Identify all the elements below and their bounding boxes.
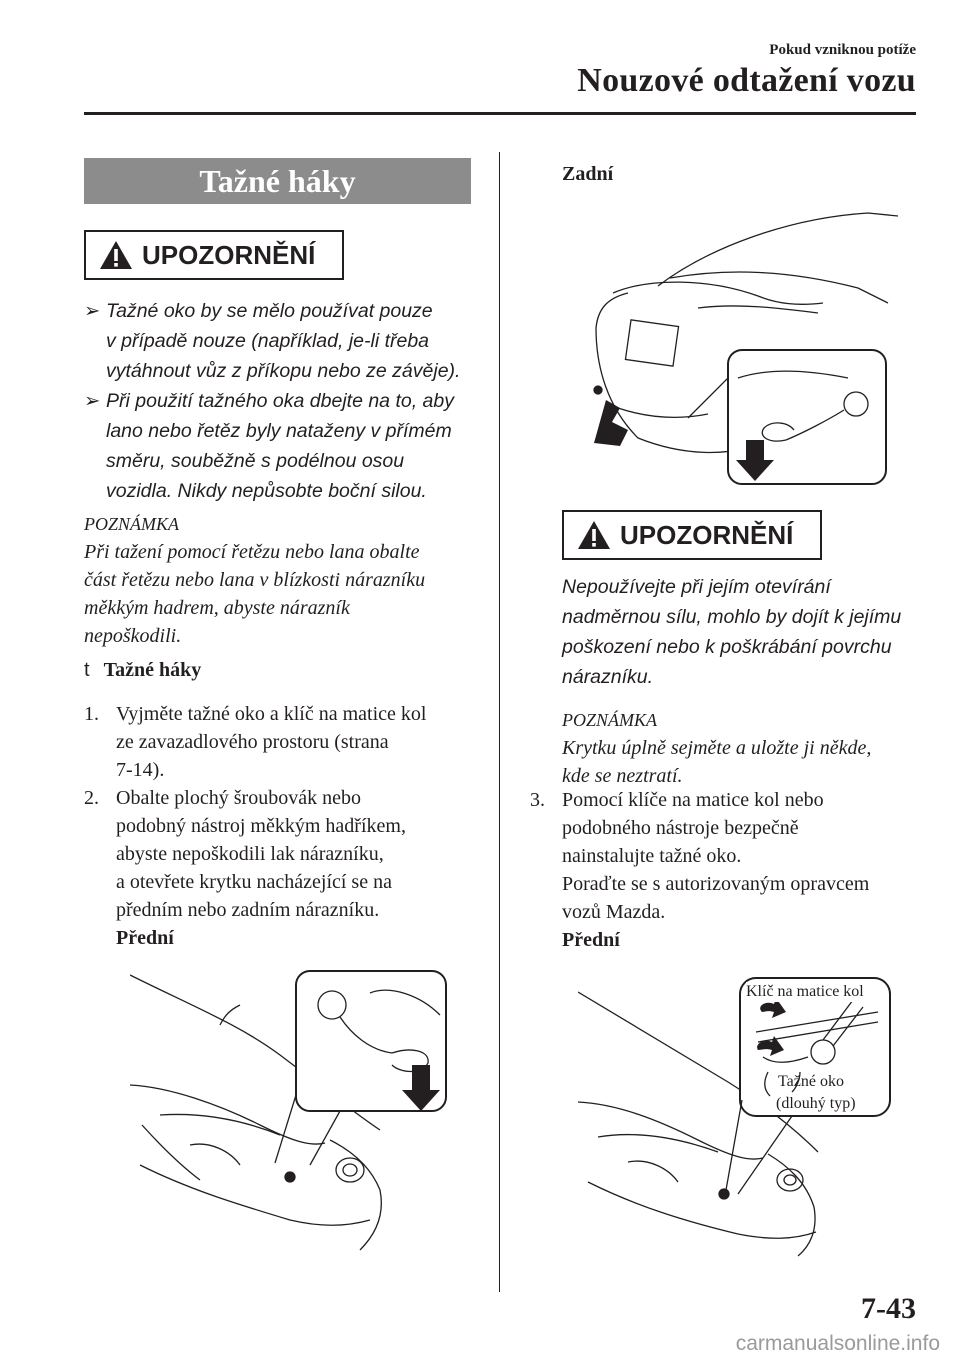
line: vytáhnout vůz z příkopu nebo ze závěje). xyxy=(106,360,461,382)
caution-1-bullet xyxy=(84,386,484,506)
line: Vyjměte tažné oko a klíč na matice kol xyxy=(116,703,427,725)
note-line: část řetězu nebo lana v blízkosti nárazníku xyxy=(84,569,426,591)
line: Pomocí klíče na matice kol nebo xyxy=(562,789,824,811)
chapter-title: Pokud vzniknou potíže xyxy=(769,42,916,58)
step-number: 2. xyxy=(84,787,99,809)
sub-heading xyxy=(84,656,201,684)
sub-marker: t xyxy=(84,659,90,681)
caution-box-2 xyxy=(562,510,822,560)
warning-icon xyxy=(98,239,134,271)
front-label-2: Přední xyxy=(562,929,620,951)
warning-icon xyxy=(576,519,612,551)
note-label: POZNÁMKA xyxy=(84,514,180,534)
step-2 xyxy=(84,784,484,952)
tow-eye-type-callout: (dlouhý typ) xyxy=(776,1095,856,1112)
line: abyste nepoškodili lak nárazníku, xyxy=(116,843,384,865)
arrow-bullet-icon: ➢ xyxy=(84,300,101,322)
line: Nepoužívejte při jejím otevírání xyxy=(562,576,831,598)
watermark: carmanualsonline.info xyxy=(735,1332,940,1355)
tow-eye-callout: Tažné oko xyxy=(778,1073,844,1090)
rear-bumper-illustration xyxy=(588,208,898,493)
note-line: měkkým hadrem, abyste nárazník xyxy=(84,597,350,619)
note-2 xyxy=(562,706,942,790)
line: v případě nouze (například, je-li třeba xyxy=(106,330,430,352)
column-divider xyxy=(499,152,500,1292)
caution-1-list xyxy=(84,296,484,506)
line: poškození nebo k poškrábání povrchu xyxy=(562,636,892,658)
caution-label: UPOZORNĚNÍ xyxy=(142,239,316,270)
note-line: kde se neztratí. xyxy=(562,765,683,787)
rear-label: Zadní xyxy=(562,163,614,185)
line: směru, souběžně s podélnou osou xyxy=(106,450,405,472)
note-1 xyxy=(84,510,484,650)
arrow-bullet-icon: ➢ xyxy=(84,390,101,412)
caution-2-text xyxy=(562,572,942,692)
line: vozidla. Nikdy nepůsobte boční silou. xyxy=(106,480,427,502)
sub-heading-text: Tažné háky xyxy=(103,659,202,681)
line: nadměrnou sílu, mohlo by dojít k jejímu xyxy=(562,606,902,628)
wrench-callout: Klíč na matice kol xyxy=(746,983,864,1000)
line: Tažné oko by se mělo používat pouze xyxy=(106,300,433,322)
line: podobného nástroje bezpečně xyxy=(562,817,799,839)
caution-label: UPOZORNĚNÍ xyxy=(620,519,794,550)
line: vozů Mazda. xyxy=(562,901,666,923)
steps-list xyxy=(84,700,484,952)
line: a otevřete krytku nacházející se na xyxy=(116,871,392,893)
page-number: 7-43 xyxy=(861,1292,916,1325)
caution-box-1 xyxy=(84,230,344,280)
note-line: nepoškodili. xyxy=(84,625,182,647)
step-number: 1. xyxy=(84,703,99,725)
line: nainstalujte tažné oko. xyxy=(562,845,742,867)
line: lano nebo řetěz byly nataženy v přímém xyxy=(106,420,452,442)
line: podobný nástroj měkkým hadříkem, xyxy=(116,815,406,837)
line: Poraďte se s autorizovaným opravcem xyxy=(562,873,870,895)
line: Při použití tažného oka dbejte na to, aby xyxy=(106,390,454,412)
line: předním nebo zadním nárazníku. xyxy=(116,899,380,921)
note-line: Krytku úplně sejměte a uložte ji někde, xyxy=(562,737,872,759)
line: 7-14). xyxy=(116,759,165,781)
line: nárazníku. xyxy=(562,666,654,688)
front-label: Přední xyxy=(116,927,174,949)
step-3-item xyxy=(530,786,930,954)
tow-eye-install-illustration xyxy=(578,972,893,1257)
front-bumper-illustration xyxy=(130,965,450,1260)
step-1 xyxy=(84,700,484,784)
step-number: 3. xyxy=(530,789,545,811)
line: ze zavazadlového prostoru (strana xyxy=(116,731,389,753)
caution-1-bullet xyxy=(84,296,484,386)
step-3 xyxy=(530,786,930,954)
header-rule xyxy=(84,112,916,115)
line: Obalte plochý šroubovák nebo xyxy=(116,787,361,809)
section-banner: Tažné háky xyxy=(84,158,471,204)
note-label: POZNÁMKA xyxy=(562,710,658,730)
section-title: Nouzové odtažení vozu xyxy=(577,62,916,99)
note-line: Při tažení pomocí řetězu nebo lana obalte xyxy=(84,541,420,563)
